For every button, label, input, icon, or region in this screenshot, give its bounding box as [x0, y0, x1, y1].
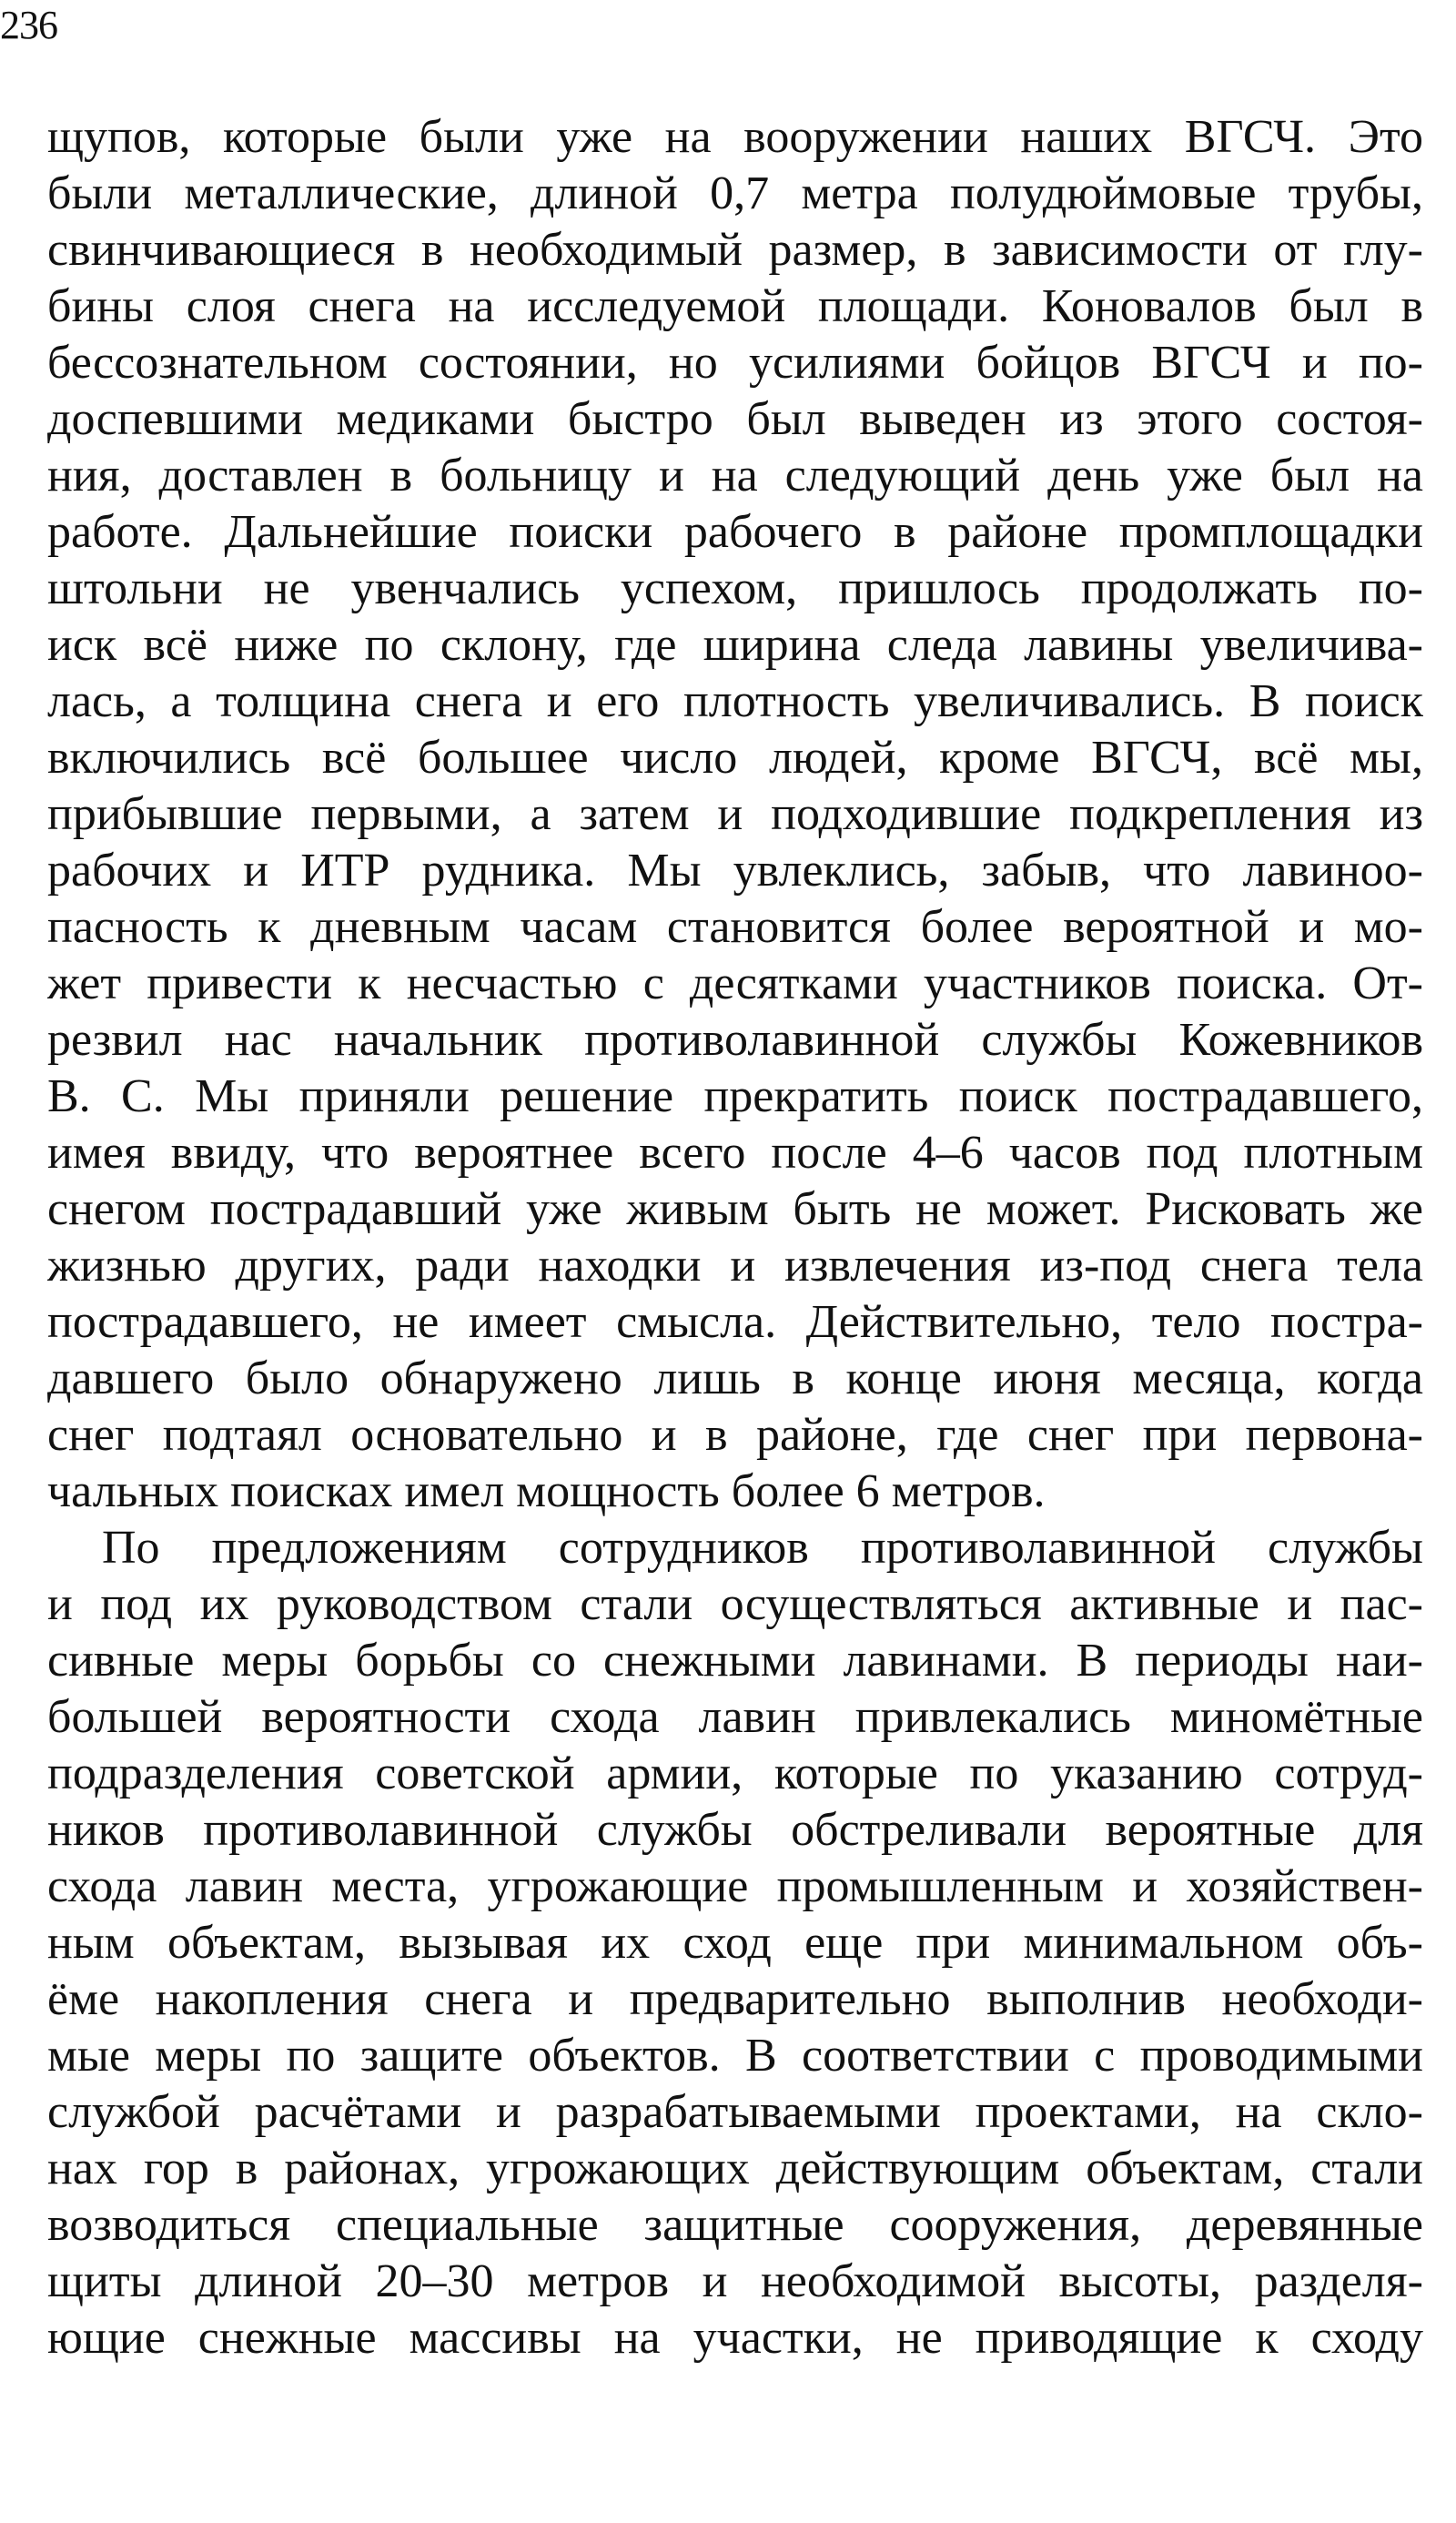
text-line: иск всё ниже по склону, где ширина следа лавины увеличива-: [47, 619, 1423, 671]
text-line: жизнью других, ради находки и извлечения из-под снега тела: [47, 1240, 1423, 1292]
text-line: сивные меры борьбы со снежными лавинами. В периоды наи-: [47, 1635, 1423, 1687]
text-line: подразделения советской армии, которые по указанию сотруд-: [47, 1748, 1423, 1799]
text-line: включились всё большее число людей, кроме ВГСЧ, всё мы,: [47, 732, 1423, 784]
text-line: имея ввиду, что вероятнее всего после 4–6 часов под плотным: [47, 1127, 1423, 1179]
text-line: ным объектам, вызывая их сход еще при минимальном объ-: [47, 1917, 1423, 1969]
text-line: снегом пострадавший уже живым быть не может. Рисковать же: [47, 1183, 1423, 1235]
text-line: пасность к дневным часам становится более вероятной и мо-: [47, 901, 1423, 953]
paragraph-1: [47, 109, 1423, 1520]
text-line: работе. Дальнейшие поиски рабочего в районе промплощадки: [47, 506, 1423, 558]
text-line: По предложениям сотрудников противолавинной службы: [102, 1522, 1423, 1574]
text-line: прибывшие первыми, а затем и подходившие подкрепления из: [47, 788, 1423, 840]
text-line: щупов, которые были уже на вооружении наших ВГСЧ. Это: [47, 111, 1423, 163]
text-line: большей вероятности схода лавин привлекались миномётные: [47, 1691, 1423, 1743]
text-line: ёме накопления снега и предварительно выполнив необходи-: [47, 1973, 1423, 2025]
text-line: возводиться специальные защитные сооружения, деревянные: [47, 2199, 1423, 2251]
text-line: схода лавин места, угрожающие промышленным и хозяйствен-: [47, 1860, 1423, 1912]
text-line: снег подтаял основательно и в районе, где снег при первона-: [47, 1409, 1423, 1461]
text-line: щиты длиной 20–30 метров и необходимой высоты, разделя-: [47, 2255, 1423, 2307]
text-line: бессознательном состоянии, но усилиями бойцов ВГСЧ и по-: [47, 337, 1423, 389]
text-line: ющие снежные массивы на участки, не приводящие к сходу: [47, 2312, 1423, 2364]
text-line: В. С. Мы приняли решение прекратить поиск пострадавшего,: [47, 1070, 1423, 1122]
text-line: жет привести к несчастью с десятками участников поиска. От-: [47, 958, 1423, 1009]
text-line: давшего было обнаружено лишь в конце июня месяца, когда: [47, 1353, 1423, 1404]
text-line: ников противолавинной службы обстреливали вероятные для: [47, 1804, 1423, 1856]
text-line: доспевшими медиками быстро был выведен из этого состоя-: [47, 393, 1423, 445]
text-line: мые меры по защите объектов. В соответствии с проводимыми: [47, 2030, 1423, 2082]
text-line: лась, а толщина снега и его плотность увеличивались. В поиск: [47, 675, 1423, 727]
text-line: бины слоя снега на исследуемой площади. Коновалов был в: [47, 280, 1423, 332]
text-line: службой расчётами и разрабатываемыми проектами, на скло-: [47, 2086, 1423, 2138]
page-number: 236: [0, 3, 57, 47]
text-line: ния, доставлен в больницу и на следующий день уже был на: [47, 450, 1423, 502]
text-line: были металлические, длиной 0,7 метра полудюймовые трубы,: [47, 167, 1423, 219]
paragraph-2: [47, 1520, 1423, 2366]
text-line: пострадавшего, не имеет смысла. Действительно, тело постра-: [47, 1296, 1423, 1348]
text-line: штольни не увенчались успехом, пришлось продолжать по-: [47, 562, 1423, 614]
text-line: рабочих и ИТР рудника. Мы увлеклись, забыв, что лавиноо-: [47, 845, 1423, 897]
text-line: и под их руководством стали осуществляться активные и пас-: [47, 1578, 1423, 1630]
text-line: резвил нас начальник противолавинной службы Кожевников: [47, 1014, 1423, 1066]
text-line: чальных поисках имел мощность более 6 метров.: [47, 1465, 1046, 1517]
text-line: свинчивающиеся в необходимый размер, в зависимости от глу-: [47, 224, 1423, 276]
page-body: [47, 109, 1423, 2366]
text-line: нах гор в районах, угрожающих действующим объектам, стали: [47, 2143, 1423, 2194]
